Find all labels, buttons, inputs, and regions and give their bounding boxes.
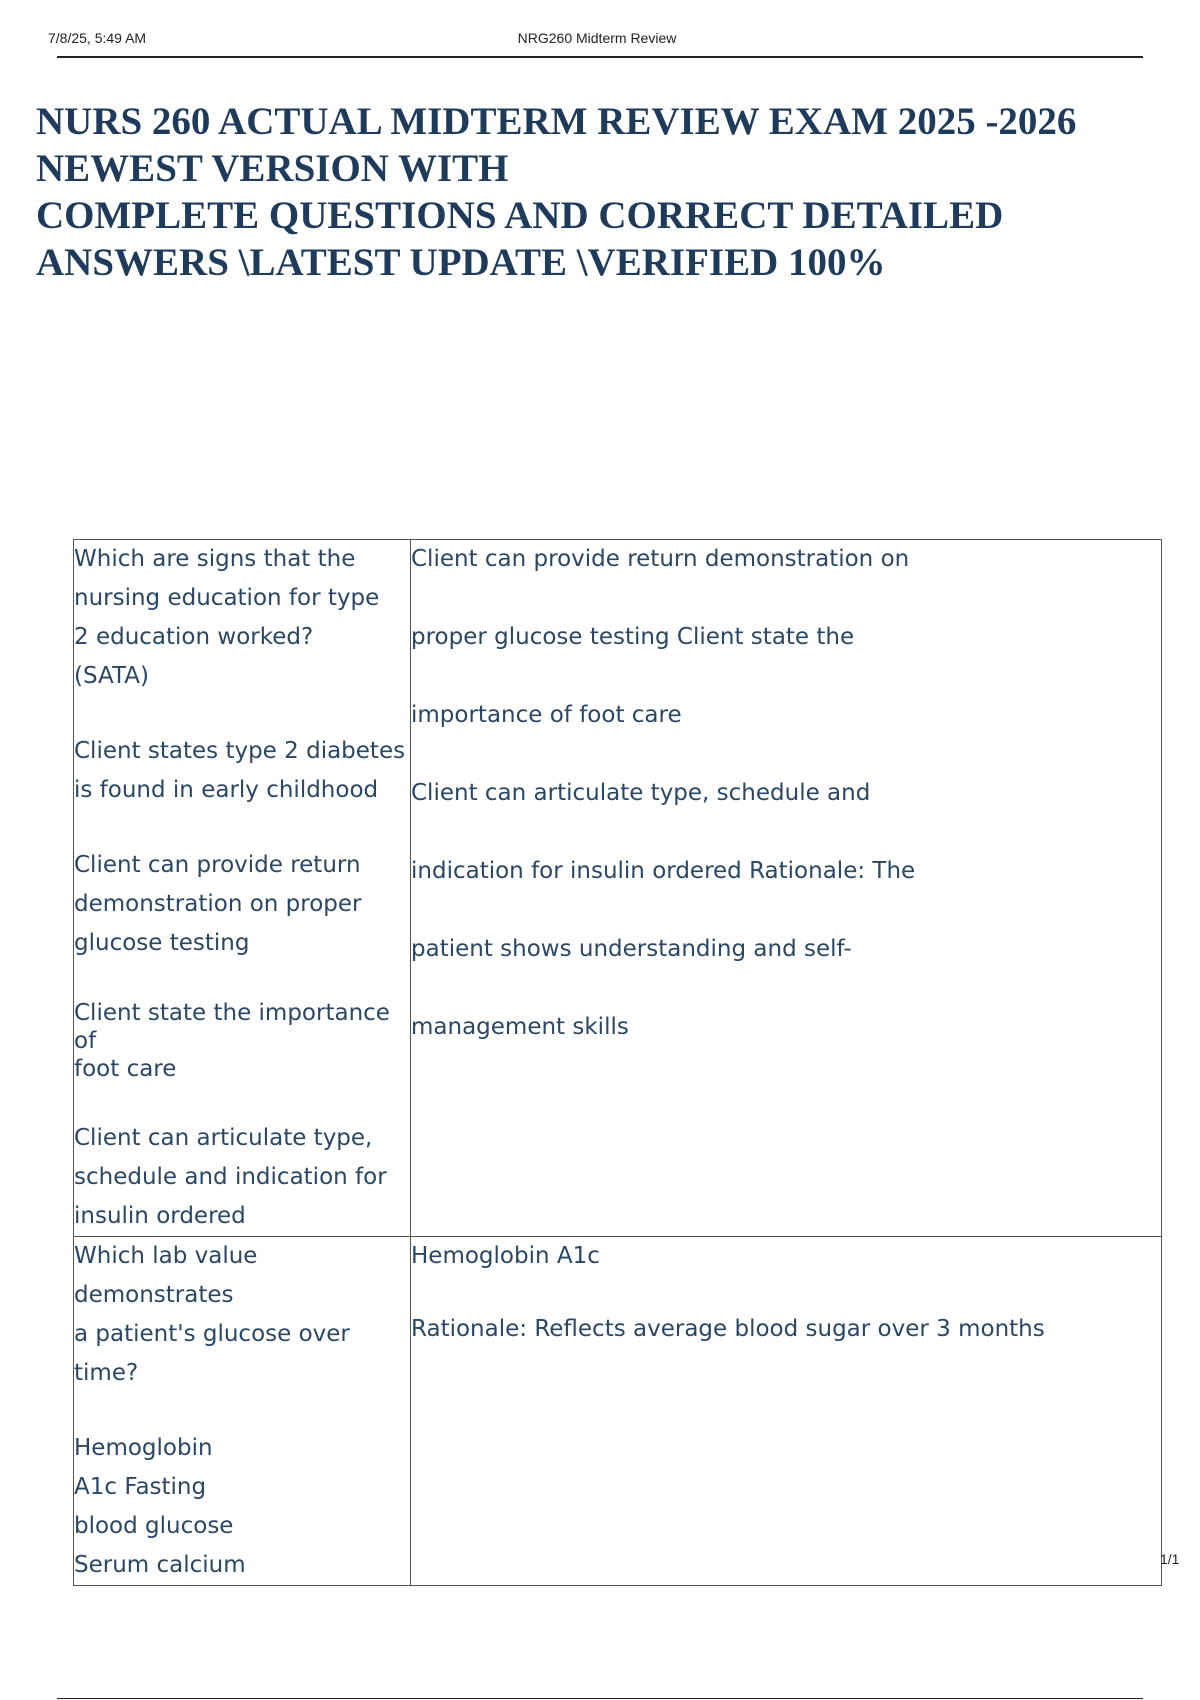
option-line: Client can articulate type, <box>74 1125 373 1151</box>
title-line: ANSWERS \LATEST UPDATE \VERIFIED 100% <box>36 241 886 284</box>
option-line: foot care <box>74 1056 177 1082</box>
question-line: 2 education worked? <box>74 624 314 650</box>
option-line: Client state the importance of <box>74 1000 390 1054</box>
option-line: Client can provide return <box>74 852 361 878</box>
option-line: schedule and indication for <box>74 1164 387 1190</box>
title-line: COMPLETE QUESTIONS AND CORRECT DETAILED <box>36 194 1004 237</box>
question-cell <box>74 1237 411 1586</box>
question-cell <box>74 540 411 1237</box>
title-line: NURS 260 ACTUAL MIDTERM REVIEW EXAM 2025 -2026 <box>36 100 1077 143</box>
option-line: demonstration on proper <box>74 891 362 917</box>
option-line: Client states type 2 diabetes <box>74 738 406 764</box>
rationale-text: Rationale: Reflects average blood sugar over 3 months <box>411 1316 1045 1342</box>
answer-line: indication for insulin ordered Rationale: The <box>411 858 916 884</box>
footer-rule <box>57 1698 1143 1699</box>
answer-line: importance of foot care <box>411 702 682 728</box>
answer-line: proper glucose testing Client state the <box>411 624 855 650</box>
print-header <box>48 28 1146 56</box>
option-line: blood glucose <box>74 1513 234 1539</box>
option-line: insulin ordered <box>74 1203 246 1229</box>
print-doc-title: NRG260 Midterm Review <box>517 30 677 46</box>
answer-line: Client can articulate type, schedule and <box>411 780 871 806</box>
answer-line: management skills <box>411 1014 629 1040</box>
option-line: is found in early childhood <box>74 777 379 803</box>
document-title <box>36 98 1166 286</box>
page-number: 1/1 <box>1160 1551 1180 1567</box>
answer-line: Client can provide return demonstration on <box>411 546 910 572</box>
table-row <box>74 1237 1162 1586</box>
answer-cell <box>411 540 1162 1237</box>
question-line: (SATA) <box>74 663 149 689</box>
option-line: glucose testing <box>74 930 250 956</box>
answer-cell <box>411 1237 1162 1586</box>
header-rule <box>57 56 1143 58</box>
answer-line: patient shows understanding and self- <box>411 936 852 962</box>
table-row <box>74 540 1162 1237</box>
question-line: Which are signs that the <box>74 546 356 572</box>
option-line: Serum calcium <box>74 1552 246 1578</box>
qa-table <box>73 539 1162 1586</box>
question-line: nursing education for type <box>74 585 380 611</box>
question-line: a patient's glucose over <box>74 1321 350 1347</box>
question-line: Which lab value demonstrates <box>74 1243 258 1308</box>
option-line: Hemoglobin <box>74 1435 213 1461</box>
option-line: A1c Fasting <box>74 1474 207 1500</box>
answer-text: Hemoglobin A1c <box>411 1243 600 1269</box>
title-line: NEWEST VERSION WITH <box>36 147 509 190</box>
print-datetime: 7/8/25, 5:49 AM <box>48 30 147 46</box>
question-line: time? <box>74 1360 139 1386</box>
